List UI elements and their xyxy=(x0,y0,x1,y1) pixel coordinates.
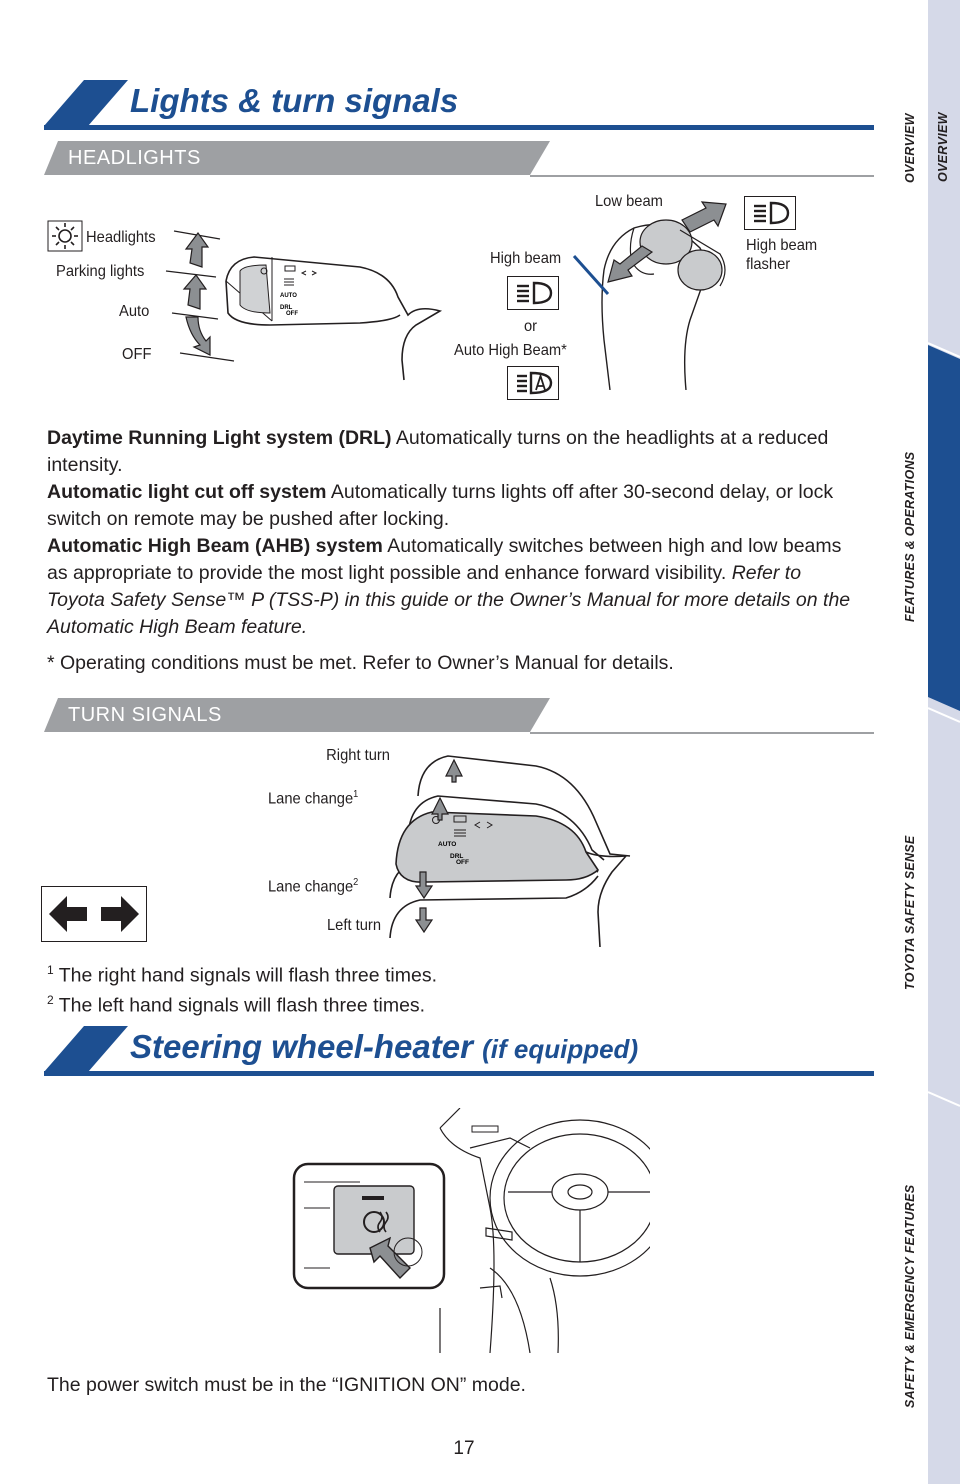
subsection-label: TURN SIGNALS xyxy=(68,704,222,726)
label-right-turn: Right turn xyxy=(326,747,390,764)
label-left-turn: Left turn xyxy=(326,917,381,934)
steering-wheel-heater-illustration xyxy=(290,1108,650,1353)
label-parking-lights: Parking lights xyxy=(56,263,145,280)
headlight-descriptions xyxy=(47,425,857,641)
subsection-header-turn-signals xyxy=(44,698,874,734)
svg-text:DRL: DRL xyxy=(280,305,293,311)
label-high-beam-flasher: High beam flasher xyxy=(746,237,818,273)
high-beam-icon xyxy=(507,276,559,310)
svg-text:AUTO: AUTO xyxy=(280,293,297,299)
title-rule xyxy=(44,1071,874,1076)
turn-signal-stalk-diagram xyxy=(386,742,636,947)
title-wedge xyxy=(44,1026,128,1072)
turn-signal-arrows-icon xyxy=(41,886,147,942)
turn-signal-notes xyxy=(47,958,857,1017)
label-lane-change-2: Lane change$^2$ xyxy=(268,877,359,896)
paragraph-drl: Daytime Running Light system (DRL) Automatically turns on the headlights at a reduced intensity. xyxy=(47,427,829,476)
note-left-hand: $^2$ The left hand signals will flash three times. xyxy=(47,992,426,1016)
side-tab-label-safety-sense: TOYOTA SAFETY SENSE xyxy=(903,835,917,990)
subsection-header-headlights xyxy=(44,141,874,177)
label-low-beam: Low beam xyxy=(595,193,663,210)
section-title: Steering wheel-heater (if equipped) xyxy=(130,1028,639,1065)
label-off: OFF xyxy=(122,346,152,363)
rotate-arrows xyxy=(184,233,210,355)
side-tab-label-features: FEATURES & OPERATIONS xyxy=(903,451,917,622)
title-rule xyxy=(44,125,874,130)
section-title: Lights & turn signals xyxy=(130,82,459,119)
label-lane-change-1: Lane change$^1$ xyxy=(268,789,359,808)
headlight-icon xyxy=(48,221,82,251)
page-number: 17 xyxy=(453,1438,475,1459)
svg-text:DRL: DRL xyxy=(450,853,464,860)
high-beam-icon xyxy=(744,196,796,230)
svg-text:AUTO: AUTO xyxy=(438,841,457,848)
paragraph-ahb: Automatic High Beam (AHB) system Automatically switches between high and low beams as appropriate to provide the most light possible and enhance forward visibility. Refer to Toyota Safety Sense™ P (TSS-P) in this guide or the Owner’s Manual for more details on the Automatic High Beam feature. xyxy=(47,535,851,638)
side-tab-label-overview: OVERVIEW xyxy=(903,113,917,183)
title-wedge xyxy=(44,80,128,126)
section-title-bar-heater xyxy=(44,1026,874,1076)
section-title-bar-lights xyxy=(44,80,874,130)
note-right-hand: $^1$ The right hand signals will flash three times. xyxy=(47,963,438,987)
auto-high-beam-icon xyxy=(507,366,559,400)
side-navigation xyxy=(928,0,960,1484)
operating-conditions-footnote: * Operating conditions must be met. Refer to Owner’s Manual for details. xyxy=(47,652,674,674)
svg-text:OFF: OFF xyxy=(456,859,469,866)
label-high-beam: High beam xyxy=(490,250,562,267)
label-auto: Auto xyxy=(119,303,150,320)
label-auto-high-beam: Auto High Beam* xyxy=(454,342,567,359)
headlight-stalk-diagram xyxy=(40,185,460,385)
label-headlights: Headlights xyxy=(86,229,156,246)
label-or: or xyxy=(524,318,538,335)
side-tab-label-emergency: SAFETY & EMERGENCY FEATURES xyxy=(903,1184,917,1408)
paragraph-light-cutoff: Automatic light cut off system Automatically turns lights off after 30-second delay, or lock switch on remote may be pushed after locking. xyxy=(47,481,834,530)
tab-label: OVERVIEW xyxy=(936,112,950,182)
svg-text:OFF: OFF xyxy=(286,311,298,317)
ignition-note: The power switch must be in the “IGNITION ON” mode. xyxy=(47,1374,526,1396)
subsection-label: HEADLIGHTS xyxy=(68,147,201,169)
